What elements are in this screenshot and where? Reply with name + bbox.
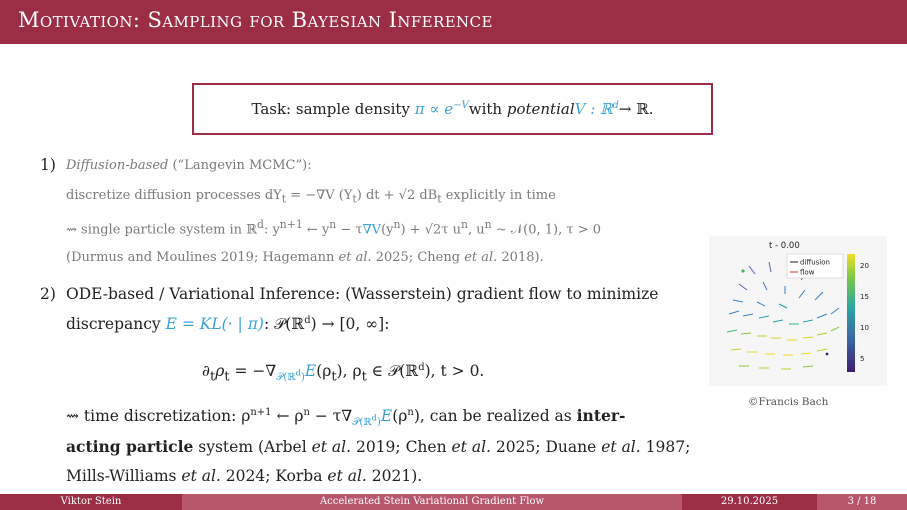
footer-author: Viktor Stein bbox=[0, 494, 182, 510]
item-1-references: (Durmus and Moulines 2019; Hagemann et al. 2025; Cheng et al. 2018). bbox=[66, 250, 544, 265]
gradient-flow-equation: $\partial_t\rho_t = -\nabla_{𝒫(ℝ^d)}E(\rho_t)$, $\rho_t$ ∈ 𝒫(ℝ$^d$), t > 0. bbox=[202, 362, 485, 385]
time-discretization-line: ⇝ time discretization: $\rho^{n+1}$ ← $\rho^n - \tau\nabla_{𝒫(ℝ^d)}E(\rho^n)$, can be realized as inter- bbox=[66, 406, 626, 429]
footer-talk-title: Accelerated Stein Variational Gradient Flow bbox=[182, 494, 682, 510]
item-1-line-3: ⇝ single particle system in ℝ$^d$: $y^{n+1}$ ← $y^n - \tau\nabla V(y^n) + √2\tau$ $u^n$, $u^n$ ∼ 𝒩(0, 1), τ > 0 bbox=[66, 218, 602, 238]
flow-figure-svg bbox=[709, 236, 887, 386]
footer bbox=[0, 494, 907, 510]
item-2-number: 2) bbox=[40, 285, 56, 303]
task-box bbox=[192, 83, 713, 135]
item-1-title: Diffusion-based (“Langevin MCMC”): bbox=[66, 158, 312, 173]
task-mid: with bbox=[468, 100, 503, 118]
item-2-line-2: discrepancy E = KL(· | π): 𝒫(ℝ$^d$) → [0, ∞]: bbox=[66, 315, 390, 334]
colorbar-tick-20: 20 bbox=[860, 262, 869, 270]
figure-credit: ©Francis Bach bbox=[748, 396, 829, 408]
colorbar-tick-10: 10 bbox=[860, 324, 869, 332]
task-potential-word: potential bbox=[506, 100, 575, 118]
task-density: $\pi \propto e^{-V}$ bbox=[414, 100, 469, 118]
colorbar bbox=[847, 254, 855, 372]
references-line: Mills-Williams et al. 2024; Korba et al. 2021). bbox=[66, 467, 423, 485]
item-1-line-2: discretize diffusion processes $dY_t = -\nabla V$ $(Y_t)$ dt + √2 $dB_t$ explicitly in time bbox=[66, 188, 556, 206]
legend-flow: flow bbox=[800, 268, 815, 277]
item-2-line-1: ODE-based / Variational Inference: (Wasserstein) gradient flow to minimize bbox=[66, 285, 659, 303]
title-bar bbox=[0, 0, 907, 44]
item-1-number: 1) bbox=[40, 156, 56, 174]
particle-system-line: acting particle system (Arbel et al. 2019; Chen et al. 2025; Duane et al. 1987; bbox=[66, 437, 691, 456]
footer-date: 29.10.2025 bbox=[682, 494, 817, 510]
figure-legend bbox=[787, 254, 843, 278]
task-map-end: → ℝ bbox=[618, 100, 649, 118]
task-suffix: . bbox=[648, 100, 654, 118]
particle-marker bbox=[741, 269, 744, 272]
task-map: V : ℝ$^d$ bbox=[574, 100, 619, 118]
slide-title: Motivation: Sampling for Bayesian Inference bbox=[18, 8, 493, 32]
task-prefix: Task: sample density bbox=[251, 100, 410, 118]
footer-page-number: 3 / 18 bbox=[817, 494, 907, 510]
legend-diffusion: diffusion bbox=[800, 258, 830, 267]
target-marker bbox=[826, 353, 829, 356]
flow-figure bbox=[709, 236, 887, 386]
colorbar-tick-15: 15 bbox=[860, 293, 869, 301]
figure-time-label: t - 0.00 bbox=[769, 241, 800, 251]
colorbar-tick-5: 5 bbox=[860, 355, 865, 363]
